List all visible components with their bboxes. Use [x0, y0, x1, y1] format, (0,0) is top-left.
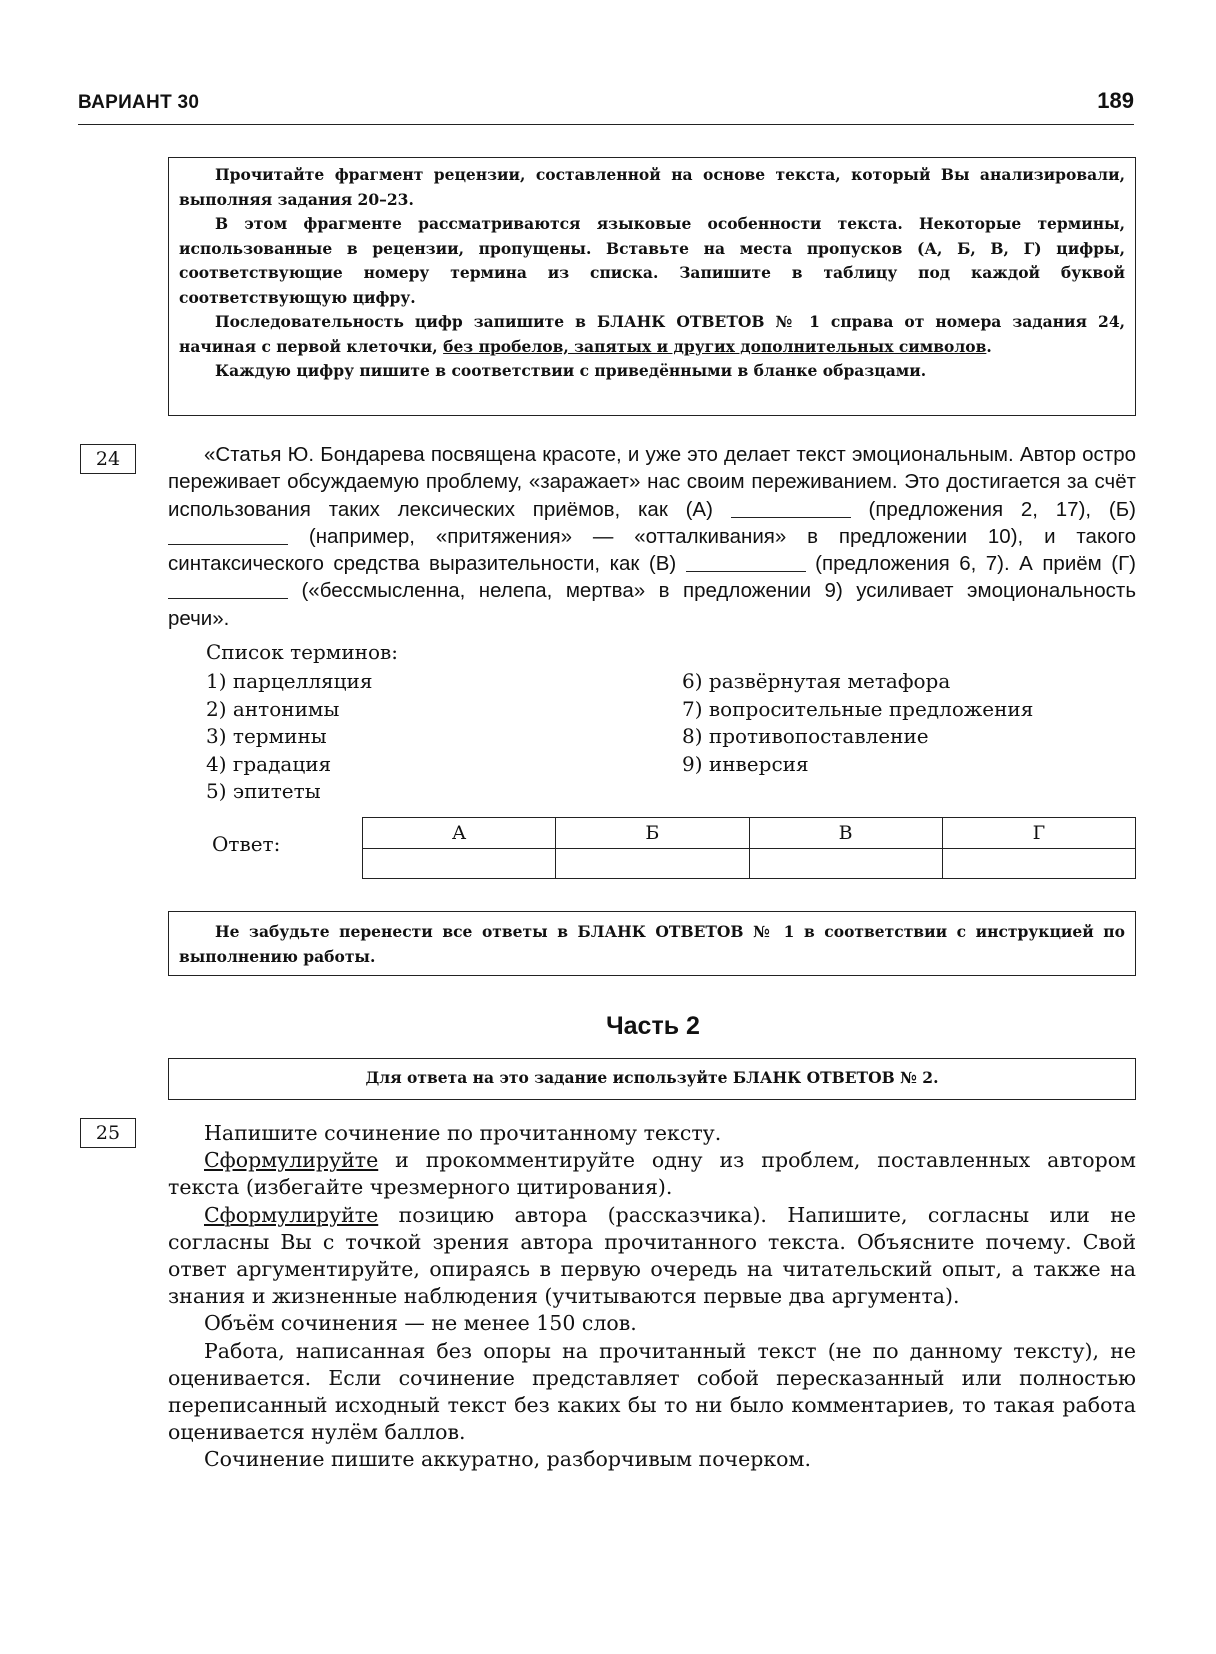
instruction-underlined-text: без пробелов, запятых и других дополнительных символов [443, 336, 987, 356]
answer-header-a: А [363, 818, 556, 849]
underlined-verb: Сформулируйте [204, 1148, 379, 1173]
answer-header-b: Б [556, 818, 749, 849]
text-segment: «Статья Ю. Бондарева посвящена красоте, и уже это делает текст эмоциональным. Автор остро переживает обсуждаемую проблему, «заражает» нас своим переживанием. Это достигается за счёт использования таких лексических приёмов, как (А) [168, 443, 1136, 521]
task-24-text [168, 441, 1136, 632]
page-header [78, 88, 1134, 125]
reminder-box [168, 911, 1136, 976]
text-segment: (предложения 6, 7). А приём (Г) [805, 552, 1136, 576]
task-24-paragraph [168, 441, 1136, 632]
text-segment: (например, «притяжения» — «отталкивания» в предложении 10), и такого синтаксического средства выразительности, как (В) [168, 524, 1136, 576]
term-item: 4) градация [206, 751, 332, 776]
terms-column-1 [206, 668, 372, 806]
answer-header-v: В [749, 818, 942, 849]
reminder-text: Не забудьте перенести все ответы в БЛАНК ОТВЕТОВ № 1 в соответствии с инструкцией по выполнению работы. [179, 922, 1125, 966]
variant-title: ВАРИАНТ 30 [78, 92, 200, 113]
instruction-paragraph: Прочитайте фрагмент рецензии, составленной на основе текста, который Вы анализировали, выполняя задания 20–23. [179, 165, 1125, 209]
task-25-paragraph: Сочинение пишите аккуратно, разборчивым почерком. [204, 1447, 811, 1472]
answer-cell-v[interactable] [749, 848, 942, 879]
text-segment: (предложения 2, 17), (Б) [850, 497, 1136, 521]
answer-value-row [363, 848, 1136, 879]
instruction-box [168, 157, 1136, 416]
term-item: 6) развёрнутая метафора [682, 669, 951, 693]
text-segment: («бессмысленна, нелепа, мертва» в предложении 9) усиливает эмоциональность речи». [168, 579, 1136, 630]
terms-column-2 [682, 668, 1033, 778]
terms-title: Список терминов: [206, 640, 399, 664]
term-item: 1) парцелляция [206, 669, 373, 693]
blank-v [686, 551, 806, 573]
term-item: 2) антонимы [206, 696, 340, 721]
page-number: 189 [1097, 88, 1134, 113]
task-25-text [168, 1120, 1136, 1474]
underlined-verb: Сформулируйте [204, 1202, 379, 1227]
term-item: 9) инверсия [682, 751, 809, 776]
task-25-paragraph: Работа, написанная без опоры на прочитанный текст (не по данному тексту), не оценивается. Если сочинение представляет собой пересказанный или полностью переписанный исходный текст без каких бы то ни было комментариев, то такая работа оценивается нулём баллов. [168, 1338, 1136, 1445]
answer-header-g: Г [942, 818, 1135, 849]
instruction-paragraph [179, 310, 1125, 359]
term-item: 3) термины [206, 724, 327, 748]
instruction-text: . [986, 336, 992, 356]
task-25-paragraph: Напишите сочинение по прочитанному тексту. [204, 1121, 722, 1145]
blank-a [731, 496, 851, 518]
term-item: 7) вопросительные предложения [682, 696, 1034, 721]
instruction-text: Последовательность цифр запишите в БЛАНК ОТВЕТОВ № 1 справа от номера задания 24, начиная с первой клеточки, [179, 312, 1125, 356]
task-number-25: 25 [80, 1118, 136, 1148]
instruction-paragraph [179, 212, 1125, 310]
task-25-paragraph [168, 1202, 1136, 1311]
text-segment: и прокомментируйте одну из проблем, поставленных автором текста (избегайте чрезмерного цитирования). [168, 1148, 1136, 1200]
part-2-title: Часть 2 [606, 1012, 700, 1040]
instruction-text: В этом фрагменте рассматриваются языковые особенности текста. Некоторые термины, использованные в рецензии, пропущены. Вставьте на места пропусков (А, Б, В, Г) цифры, соответствующие номеру термина из списка. Запишите в таблицу под каждой буквой соответствующую цифру. [179, 214, 1125, 307]
answer-cell-g[interactable] [942, 848, 1135, 879]
answer-cell-b[interactable] [556, 848, 749, 879]
task-25-paragraph [168, 1147, 1136, 1201]
blank-b [168, 523, 288, 545]
part-2-instruction: Для ответа на это задание используйте БЛАНК ОТВЕТОВ № 2. [365, 1068, 939, 1087]
answer-label: Ответ: [212, 832, 281, 856]
text-segment: позицию автора (рассказчика). Напишите, согласны или не согласны Вы с точкой зрения автора прочитанного текста. Объясните почему. Свой ответ аргументируйте, опираясь в первую очередь на читательский опыт, а также на знания и жизненные наблюдения (учитываются первые два аргумента). [168, 1202, 1136, 1309]
term-item: 8) противопоставление [682, 724, 929, 748]
task-number-24: 24 [80, 444, 136, 474]
instruction-paragraph: Каждую цифру пишите в соответствии с приведёнными в бланке образцами. [215, 361, 927, 380]
answer-table [362, 817, 1136, 879]
answer-cell-a[interactable] [363, 848, 556, 879]
term-item: 5) эпитеты [206, 779, 321, 803]
blank-g [168, 578, 288, 600]
task-25-paragraph: Объём сочинения — не менее 150 слов. [204, 1311, 637, 1336]
answer-header-row [363, 818, 1136, 849]
part-2-instruction-box [168, 1058, 1136, 1100]
